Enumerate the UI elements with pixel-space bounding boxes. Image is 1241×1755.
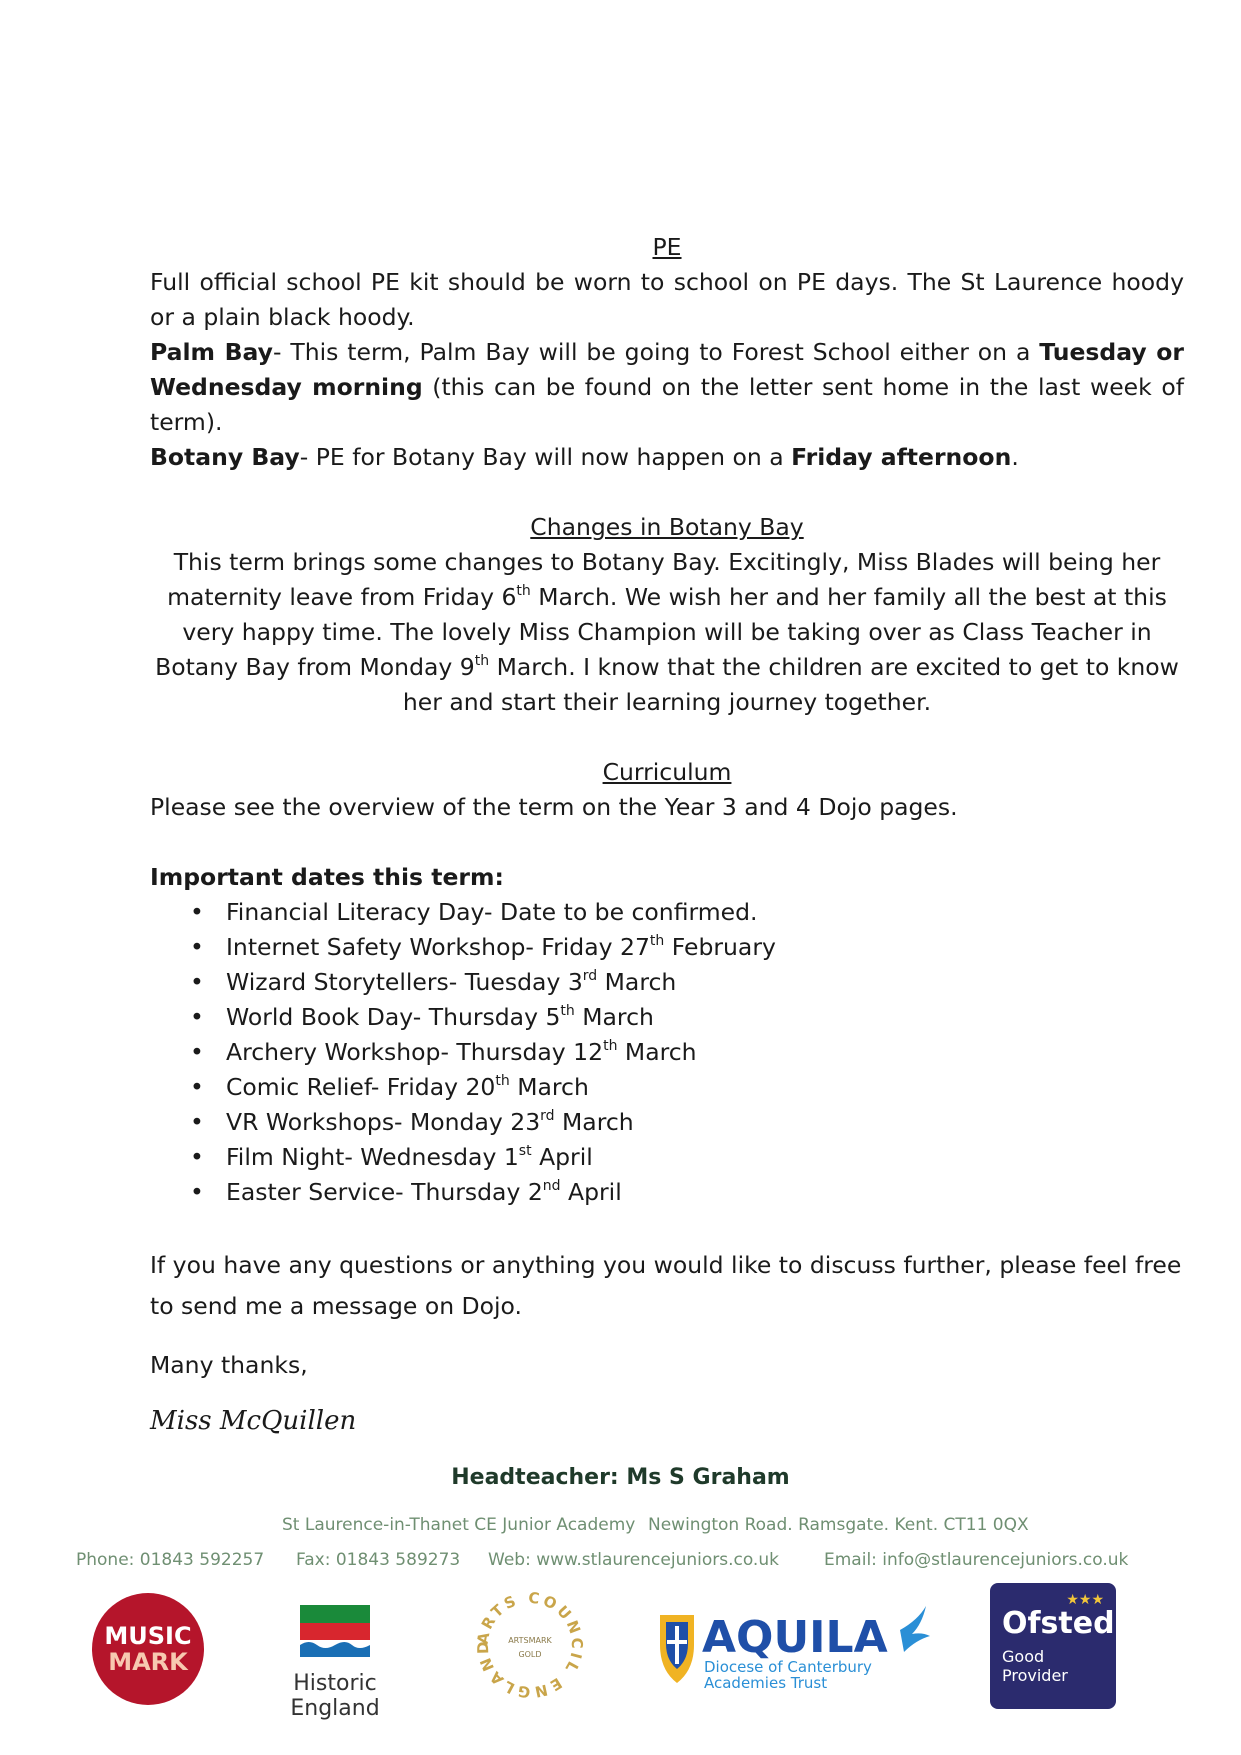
ofsted-logo: ★★★ Ofsted Good Provider <box>990 1583 1116 1709</box>
palm-bay-label: Palm Bay <box>150 338 273 366</box>
pe-kit-text: Full official school PE kit should be worn to school on PE days. The St Laurence hoody or a plain black hoody. <box>150 268 1184 331</box>
letter-body <box>150 230 1184 1439</box>
list-item: • Comic Relief- Friday 20th March <box>190 1073 589 1101</box>
list-item: • VR Workshops- Monday 23rd March <box>190 1108 634 1136</box>
list-item: • World Book Day- Thursday 5th March <box>190 1003 654 1031</box>
list-item: • Easter Service- Thursday 2nd April <box>190 1178 622 1206</box>
curriculum-text: Please see the overview of the term on the Year 3 and 4 Dojo pages. <box>150 793 958 821</box>
phone: Phone: 01843 592257 <box>76 1550 265 1570</box>
changes-paragraph: This term brings some changes to Botany Bay. Excitingly, Miss Blades will being her maternity leave from Friday 6th March. We wish her and her family all the best at this very happy time. The lovely Miss Champion will be taking over as Class Teacher in Botany Bay from Monday 9th March. I know that the children are excited to get to know her and start their learning journey together. <box>155 548 1179 716</box>
list-item: • Wizard Storytellers- Tuesday 3rd March <box>190 968 677 996</box>
aquila-logo <box>650 1600 950 1690</box>
pe-heading: PE <box>652 233 682 261</box>
arts-council-logo <box>470 1585 590 1705</box>
thanks-text: Many thanks, <box>150 1351 308 1379</box>
artsmark-icon <box>470 1585 590 1705</box>
list-item: • Internet Safety Workshop- Friday 27th February <box>190 933 776 961</box>
svg-text:ARTS COUNCIL ENGLAND: ARTS COUNCIL ENGLAND <box>473 1588 587 1702</box>
botany-bay-paragraph: Botany Bay- PE for Botany Bay will now happen on a Friday afternoon. <box>150 443 1019 471</box>
svg-text:GOLD: GOLD <box>518 1650 542 1659</box>
headteacher: Headteacher: Ms S Graham <box>451 1465 790 1490</box>
questions-text: If you have any questions or anything you would like to discuss further, please feel free to send me a message on Dojo. <box>150 1251 1182 1320</box>
changes-heading: Changes in Botany Bay <box>530 513 804 541</box>
signature: Miss McQuillen <box>150 1406 357 1436</box>
stars-icon: ★★★ <box>1066 1592 1104 1608</box>
svg-text:Diocese of Canterbury: Diocese of Canterbury <box>704 1658 872 1676</box>
email-link[interactable]: Email: info@stlaurencejuniors.co.uk <box>824 1550 1129 1570</box>
school-name: St Laurence-in-Thanet CE Junior Academy <box>282 1515 636 1535</box>
school-address: Newington Road. Ramsgate. Kent. CT11 0QX <box>648 1515 1029 1535</box>
svg-text:AQUILA: AQUILA <box>702 1612 888 1663</box>
important-dates-heading: Important dates this term: <box>150 863 504 891</box>
website-link[interactable]: Web: www.stlaurencejuniors.co.uk <box>488 1550 779 1570</box>
svg-text:ARTSMARK: ARTSMARK <box>508 1636 552 1645</box>
palm-bay-paragraph: Palm Bay- This term, Palm Bay will be going to Forest School either on a Tuesday or Wednesday morning (this can be found on the letter sent home in the last week of term). <box>150 338 1184 436</box>
list-item: • Financial Literacy Day- Date to be confirmed. <box>190 898 758 926</box>
curriculum-heading: Curriculum <box>602 758 732 786</box>
letterhead-footer <box>0 1465 1241 1755</box>
botany-bay-label: Botany Bay <box>150 443 300 471</box>
list-item: • Archery Workshop- Thursday 12th March <box>190 1038 697 1066</box>
important-dates-list <box>150 895 1184 1210</box>
fax: Fax: 01843 589273 <box>296 1550 461 1570</box>
historic-england-icon <box>300 1605 370 1657</box>
historic-england-logo: Historic England <box>250 1605 420 1721</box>
svg-text:Academies Trust: Academies Trust <box>704 1674 828 1690</box>
list-item: • Film Night- Wednesday 1st April <box>190 1143 593 1171</box>
aquila-crest-icon <box>650 1600 950 1690</box>
music-mark-logo: MUSIC MARK <box>92 1593 204 1705</box>
